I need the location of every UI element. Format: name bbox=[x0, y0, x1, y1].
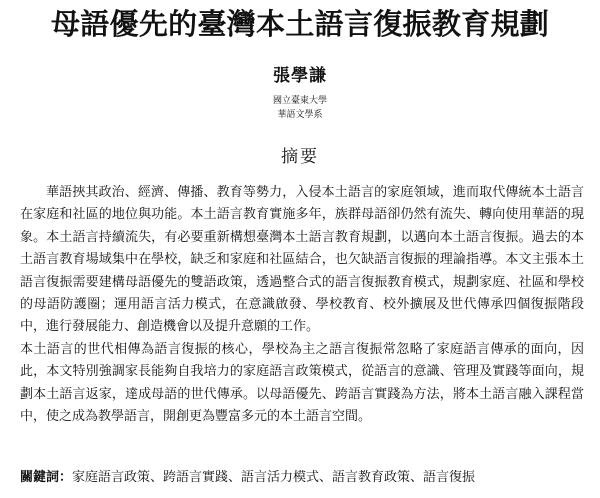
affiliation-department: 華語文學系 bbox=[277, 110, 323, 120]
keywords-label: 關鍵詞： bbox=[20, 470, 73, 485]
abstract-paragraph-1: 華語挾其政治、經濟、傳播、教育等勢力，入侵本土語言的家庭領域，進而取代傳統本土語言在家庭和社區的地位與功能。本土語言教育實施多年，族群母語卻仍然有流失、轉向使用華語的現象。本土語言持續流失，有必要重新構想臺灣本土語言教育規劃，以邁向本土語言復振。過去的本土語言教育場域集中在學校，缺乏和家庭和社區結合，也欠缺語言復振的理論指導。本文主張本土語言復振需要建構母語優先的雙語政策，透過整合式的語言復振教育模式，規劃家庭、社區和學校的母語防護圈；運用語言活力模式，在意識啟發、學校教育、校外擴展及世代傳承四個復振階段中，進行發展能力、創造機會以及提升意願的工作。 bbox=[20, 185, 584, 335]
author-name: 張學謙 bbox=[273, 66, 327, 86]
abstract-paragraph-2: 本土語言的世代相傳為語言復振的核心，學校為主之語言復振常忽略了家庭語言傳承的面向，因此，本文特別強調家長能夠自我培力的家庭語言政策模式，從語言的意識、管理及實踐等面向，規劃本土語言返家，達成母語的世代傳承。以母語優先、跨語言實踐為方法，將本土語言融入課程當中，使之成為教學語言，開創更為豐富多元的本土語言空間。 bbox=[20, 341, 584, 425]
paper-title: 母語優先的臺灣本土語言復振教育規劃 bbox=[50, 7, 550, 41]
keywords-line bbox=[20, 467, 584, 489]
abstract-heading: 摘要 bbox=[281, 147, 319, 167]
affiliation-university: 國立臺東大學 bbox=[272, 96, 327, 106]
abstract-body bbox=[20, 182, 584, 428]
keywords-list: 家庭語言政策、跨語言實踐、語言活力模式、語言教育政策、語言復振 bbox=[72, 470, 476, 485]
